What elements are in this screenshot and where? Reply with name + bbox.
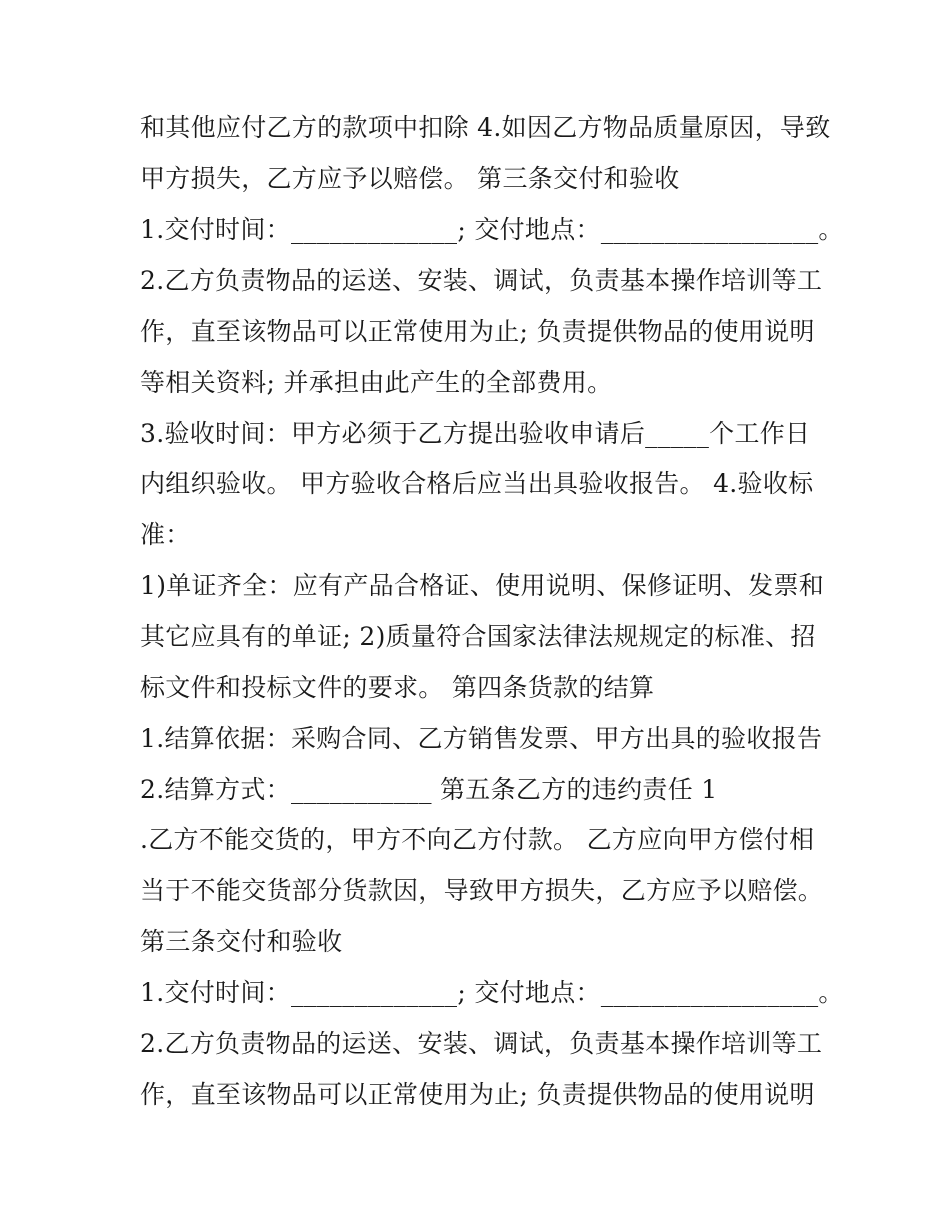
text-line: 1.结算依据：采购合同、乙方销售发票、甲方出具的验收报告 [140, 724, 823, 753]
text-line: 其它应具有的单证; 2)质量符合国家法律法规规定的标准、招 [140, 622, 816, 651]
text-line: .乙方不能交货的，甲方不向乙方付款。 乙方应向甲方偿付相 [140, 825, 815, 854]
text-line: 1.交付时间：_____________; 交付地点：_________________。 [140, 215, 844, 244]
text-line: 准： [140, 520, 191, 549]
text-line: 作，直至该物品可以正常使用为止; 负责提供物品的使用说明 [140, 317, 815, 346]
text-line: 3.验收时间：甲方必须于乙方提出验收申请后_____个工作日 [140, 419, 811, 448]
text-line: 1)单证齐全：应有产品合格证、使用说明、保修证明、发票和 [140, 571, 825, 600]
text-line: 2.乙方负责物品的运送、安装、调试，负责基本操作培训等工 [140, 266, 823, 295]
text-line: 作，直至该物品可以正常使用为止; 负责提供物品的使用说明 [140, 1080, 815, 1109]
text-line: 等相关资料; 并承担由此产生的全部费用。 [140, 368, 613, 397]
text-line: 1.交付时间：_____________; 交付地点：_________________。 [140, 978, 844, 1007]
text-line: 内组织验收。 甲方验收合格后应当出具验收报告。 4.验收标 [140, 469, 814, 498]
text-line: 标文件和投标文件的要求。 第四条货款的结算 [140, 673, 655, 702]
text-line: 当于不能交货部分货款因，导致甲方损失，乙方应予以赔偿。 [140, 876, 824, 905]
text-line: 甲方损失，乙方应予以赔偿。 第三条交付和验收 [140, 164, 680, 193]
text-line: 2.乙方负责物品的运送、安装、调试，负责基本操作培训等工 [140, 1029, 823, 1058]
text-line: 2.结算方式：___________ 第五条乙方的违约责任 1 [140, 775, 718, 804]
text-line: 和其他应付乙方的款项中扣除 4.如因乙方物品质量原因，导致 [140, 113, 831, 142]
text-line: 第三条交付和验收 [140, 927, 343, 956]
